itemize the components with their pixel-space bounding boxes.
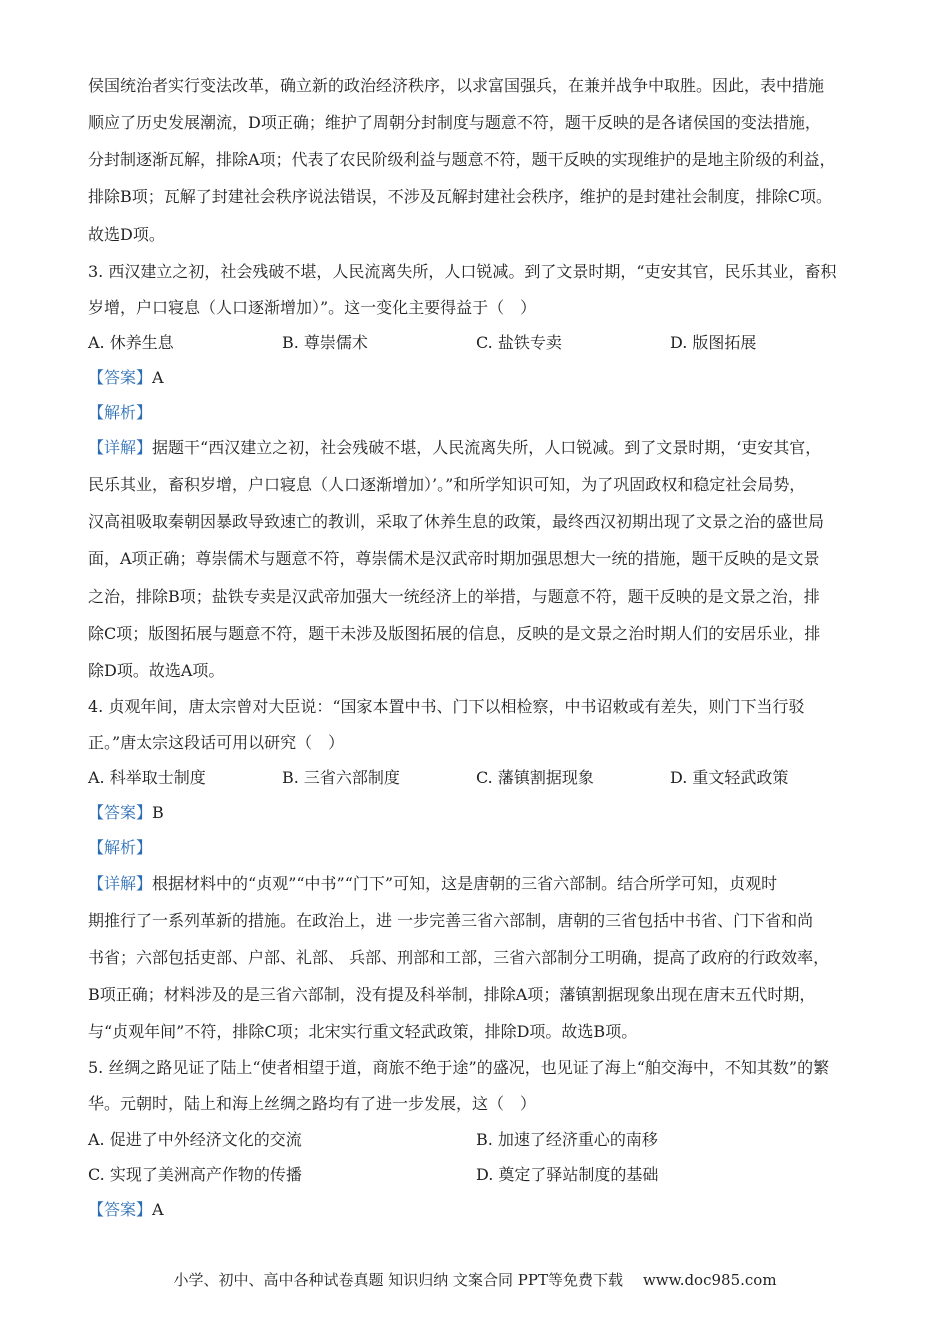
paragraph-line: 顺应了历史发展潮流，D项正确；维护了周朝分封制度与题意不符，题干反映的是各诸侯国的变法措施，: [88, 113, 821, 132]
q4-option-a: A. 科举取士制度: [88, 768, 206, 787]
analysis-tag: 【解析】: [88, 838, 153, 857]
footer-text: 小学、初中、高中各种试卷真题 知识归纳 文案合同 PPT等免费下载: [173, 1271, 623, 1289]
detail-tag: 【详解】: [88, 874, 153, 893]
q5-stem-line: 华。元朝时，陆上和海上丝绸之路均有了进一步发展，这（ ）: [88, 1094, 537, 1113]
analysis-tag: 【解析】: [88, 403, 153, 422]
q3-detail-line: 之治，排除B项；盐铁专卖是汉武帝加强大一统经济上的举措，与题意不符，题干反映的是文景之治，排: [88, 587, 820, 606]
footer-url[interactable]: www.doc985.com: [642, 1271, 777, 1289]
answer-tag: 【答案】: [88, 368, 153, 387]
q4-detail-line: B项正确；材料涉及的是三省六部制，没有提及科举制，排除A项；藩镇割据现象出现在唐末五代时期，: [88, 985, 816, 1004]
q3-detail-line: 面，A项正确；尊崇儒术与题意不符，尊崇儒术是汉武帝时期加强思想大一统的措施，题干反映的是文景: [88, 549, 820, 568]
q3-detail-line: 除D项。故选A项。: [88, 661, 225, 680]
page-footer: [0, 1270, 950, 1290]
answer-value: A: [152, 1200, 164, 1219]
q3-stem-line: 岁增，户口寝息（人口逐渐增加）”。这一变化主要得益于（ ）: [88, 298, 537, 317]
q5-answer: [88, 1200, 164, 1220]
paragraph-line: 分封制逐渐瓦解，排除A项；代表了农民阶级利益与题意不符，题干反映的实现维护的是地主阶级的利益，: [88, 150, 836, 169]
detail-text: 根据材料中的“贞观”“中书”“门下”可知，这是唐朝的三省六部制。结合所学可知，贞观时: [152, 874, 778, 893]
detail-tag: 【详解】: [88, 438, 153, 457]
q4-stem-line: 4. 贞观年间，唐太宗曾对大臣说：“国家本置中书、门下以相检察，中书诏敕或有差失，则门下当行驳: [88, 697, 805, 716]
q4-option-d: D. 重文轻武政策: [670, 768, 789, 787]
paragraph-line: 排除B项；瓦解了封建社会秩序说法错误，不涉及瓦解封建社会秩序，维护的是封建社会制度，排除C项。: [88, 187, 833, 206]
answer-value: A: [152, 368, 164, 387]
detail-text: 据题干“西汉建立之初，社会残破不堪，人民流离失所，人口锐减。到了文景时期，‘吏安其官，: [152, 438, 822, 457]
q4-answer: [88, 803, 164, 823]
q5-option-c: C. 实现了美洲高产作物的传播: [88, 1165, 302, 1184]
answer-value: B: [152, 803, 164, 822]
q4-option-c: C. 藩镇割据现象: [476, 768, 594, 787]
q3-option-a: A. 休养生息: [88, 333, 174, 352]
q4-detail-line: 书省；六部包括吏部、户部、礼部、 兵部、刑部和工部，三省六部制分工明确，提高了政府的行政效率，: [88, 948, 830, 967]
q4-stem-line: 正。”唐太宗这段话可用以研究（ ）: [88, 733, 345, 752]
q3-answer: [88, 368, 164, 388]
q3-option-d: D. 版图拓展: [670, 333, 757, 352]
q3-analysis-tag: [88, 403, 152, 423]
q5-stem-line: 5. 丝绸之路见证了陆上“使者相望于道，商旅不绝于途”的盛况，也见证了海上“舶交海中，不知其数”的繁: [88, 1058, 830, 1077]
q3-stem-line: 3. 西汉建立之初，社会残破不堪，人民流离失所，人口锐减。到了文景时期，“吏安其官，民乐其业，畜积: [88, 262, 837, 281]
q5-option-a: A. 促进了中外经济文化的交流: [88, 1130, 302, 1149]
paragraph-line: 侯国统治者实行变法改革，确立新的政治经济秩序，以求富国强兵，在兼并战争中取胜。因此，表中措施: [88, 76, 825, 95]
q5-option-b: B. 加速了经济重心的南移: [476, 1130, 658, 1149]
q4-analysis-tag: [88, 838, 152, 858]
answer-tag: 【答案】: [88, 803, 153, 822]
paragraph-line: 故选D项。: [88, 225, 165, 244]
q4-detail-line: 期推行了一系列革新的措施。在政治上，进 一步完善三省六部制，唐朝的三省包括中书省、门下省和尚: [88, 911, 814, 930]
q3-detail-line: [88, 438, 821, 458]
q3-detail-line: 除C项；版图拓展与题意不符，题干未涉及版图拓展的信息，反映的是文景之治时期人们的安居乐业，排: [88, 624, 821, 643]
q5-option-d: D. 奠定了驿站制度的基础: [476, 1165, 659, 1184]
answer-tag: 【答案】: [88, 1200, 153, 1219]
q3-detail-line: 汉高祖吸取秦朝因暴政导致速亡的教训，采取了休养生息的政策，最终西汉初期出现了文景之治的盛世局: [88, 512, 825, 531]
q3-option-b: B. 尊崇儒术: [282, 333, 368, 352]
q4-option-b: B. 三省六部制度: [282, 768, 400, 787]
q4-detail-line: 与“贞观年间”不符，排除C项；北宋实行重文轻武政策，排除D项。故选B项。: [88, 1022, 638, 1041]
q4-detail-line: [88, 874, 777, 894]
q3-detail-line: 民乐其业，畜积岁增，户口寝息（人口逐渐增加）’。”和所学知识可知，为了巩固政权和稳定社会局势，: [88, 475, 806, 494]
q3-option-c: C. 盐铁专卖: [476, 333, 562, 352]
